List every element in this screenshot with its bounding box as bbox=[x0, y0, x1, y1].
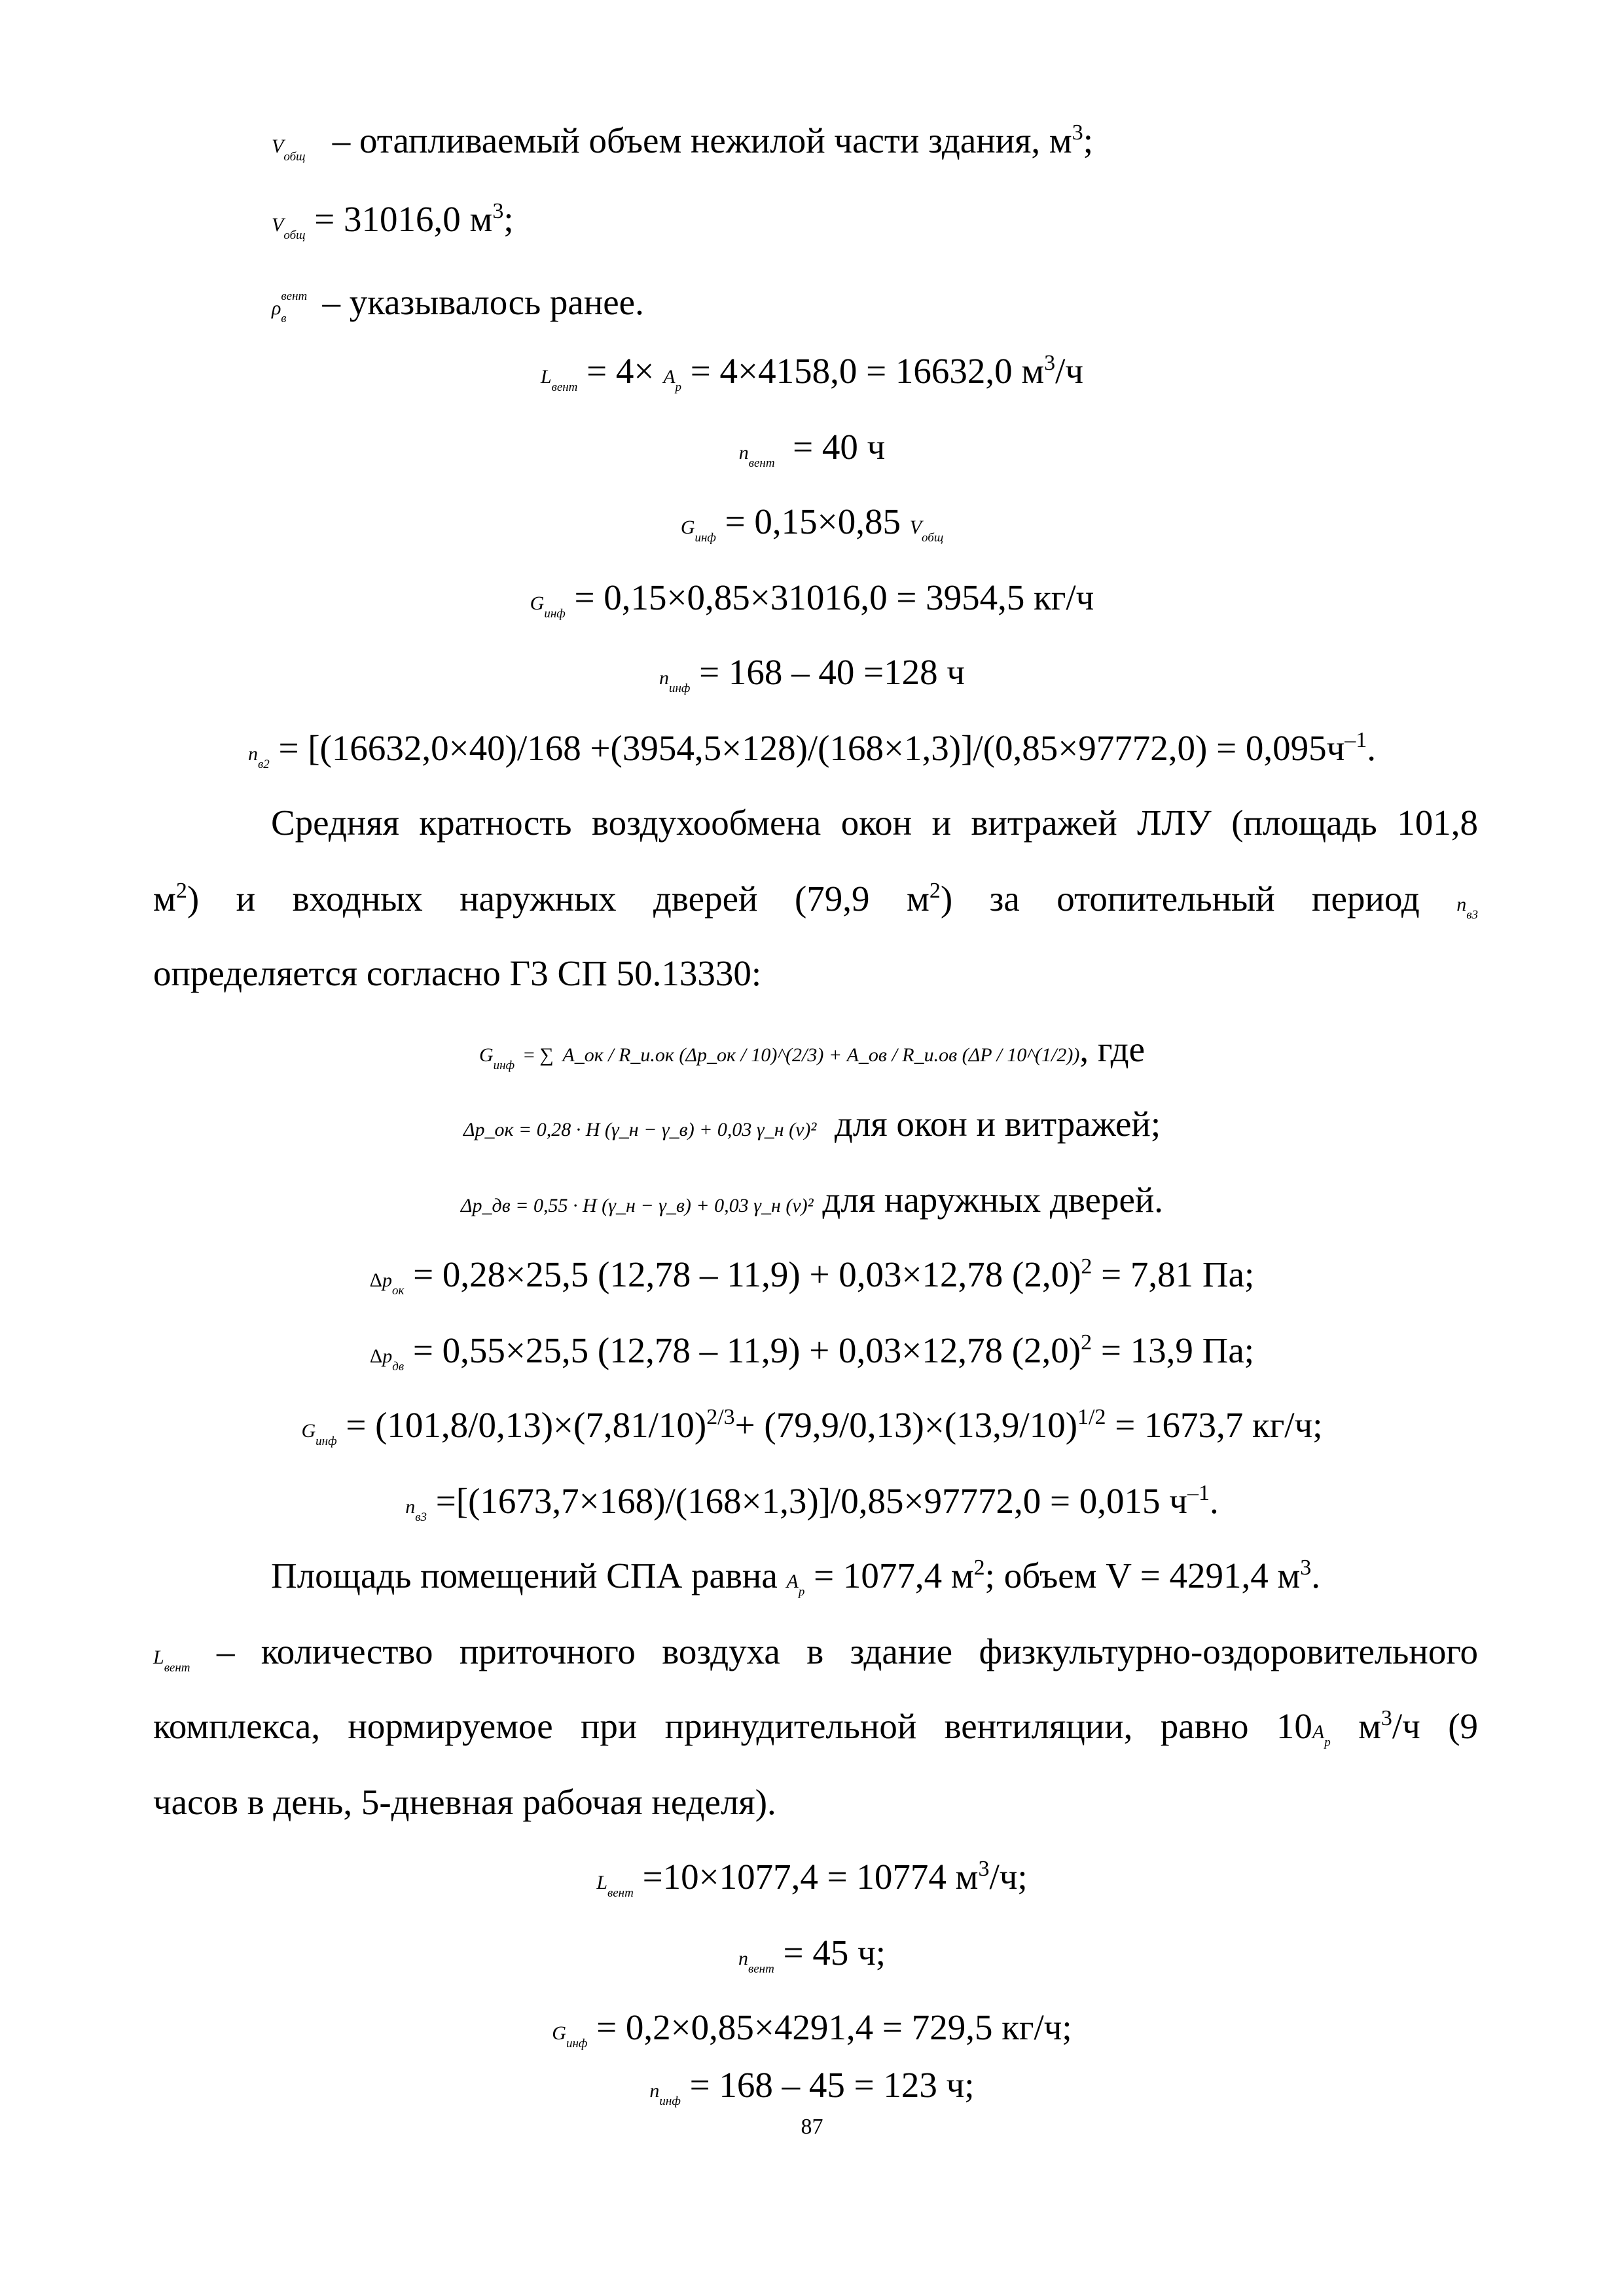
equation-ginf-general: $G_{инф}$ = ∑ A_ок / R_и.ок (Δp_ок / 10)^(2/3) + A_ов / R_и.ов (ΔP / 10^(1/2)), где bbox=[478, 1029, 1146, 1072]
formula-nvent-2: $n_{вент} = 45$ ч; bbox=[738, 1933, 886, 1976]
paragraph-3-line-2: комплекса, нормируемое при принудительной вентиляции, равно $10A_р$ $м^3/ч$ (9 bbox=[153, 1706, 1479, 1749]
def-vobsh: $V_{общ}$ – отапливаемый объем нежилой части здания, $м^3$; bbox=[272, 120, 1093, 164]
formula-ninf-1: $n_{инф} = 168 - 40 =128$ ч bbox=[659, 652, 965, 695]
formula-nv2: $n_{в2} = [(16632,0\times 40)/168 +(3954,5\times 128)/(168\times 1,3)]/(0,85\times 97772,0) = 0,095ч^{-1}$. bbox=[247, 728, 1377, 771]
formula-lvent-1: $L_{вент} = 4\times A_р = 4\times 4158,0 = 16632,0$ $м^3/ч$ bbox=[540, 351, 1084, 394]
paragraph-3-line-1: $L_{вент}$ – количество приточного воздуха в здание физкультурно-оздоровительного bbox=[153, 1631, 1479, 1675]
formula-ginf-2: $G_{инф} = (101,8/0,13)\times(7,81/10)^{2/3}+ (79,9/0,13)\times(13,9/10)^{1/2} = 1673,7$ кг/ч; bbox=[301, 1405, 1323, 1448]
paragraph-1-line-3: определяется согласно Г3 СП 50.13330: bbox=[153, 953, 762, 993]
formula-dp-ok: $\Delta p_{ок} = 0,28\times 25,5$ (12,78 – 11,9) + 0,03×12,78 $(2,0)^2 = 7,81$ Па; bbox=[369, 1254, 1255, 1298]
equation-dp-dv-general: Δp_дв = 0,55 · H (γ_н − γ_в) + 0,03 γ_н (v)² для наружных дверей. bbox=[460, 1180, 1164, 1220]
page-number: 87 bbox=[801, 2115, 823, 2139]
paragraph-2: Площадь помещений СПА равна $A_р = 1077,4$ $м^2$; объем V = 4291,4 $м^3$. bbox=[271, 1556, 1321, 1599]
formula-lvent-2: $L_{вент} =10\times 1077,4 = 10774$ $м^3/ч$; bbox=[596, 1857, 1028, 1900]
formula-nvent-1: $n_{вент} = 40$ ч bbox=[738, 427, 886, 470]
formula-ginf-def: $G_{инф} = 0,15\times 0,85$ $V_{общ}$ bbox=[680, 501, 944, 545]
formula-dp-dv: $\Delta p_{дв} = 0,55\times 25,5$ (12,78 – 11,9) + 0,03×12,78 $(2,0)^2 = 13,9$ Па; bbox=[369, 1330, 1255, 1374]
formula-ninf-2: $n_{инф} = 168 - 45 = 123$ ч; bbox=[649, 2065, 975, 2108]
equation-dp-ok-general: Δp_ок = 0,28 · H (γ_н − γ_в) + 0,03 γ_н (v)² для окон и витражей; bbox=[463, 1104, 1161, 1144]
def-vobsh-value: $V_{общ} = 31016,0$ $м^3$; bbox=[272, 199, 514, 242]
formula-ginf-1: $G_{инф} = 0,15\times 0,85\times 31016,0 = 3954,5$ кг/ч bbox=[530, 577, 1094, 621]
def-rho: $\rho^{вент}_в$ – указывалось ранее. bbox=[272, 282, 644, 325]
formula-ginf-3: $G_{инф} = 0,2\times 0,85\times 4291,4 = 729,5$ кг/ч; bbox=[552, 2007, 1072, 2050]
paragraph-1-line-2: $м^2$) и входных наружных дверей (79,9 $м^2$) за отопительный период $n_{в3}$ bbox=[153, 879, 1479, 922]
paragraph-1-line-1: Средняя кратность воздухообмена окон и витражей ЛЛУ (площадь 101,8 bbox=[271, 803, 1478, 843]
paragraph-3-line-3: часов в день, 5-дневная рабочая неделя). bbox=[153, 1782, 776, 1822]
formula-nv3: $n_{в3} =[(1673,7\times 168)/(168\times 1,3)]/0,85\times 97772,0 = 0,015$ $ч^{-1}$. bbox=[405, 1481, 1219, 1524]
